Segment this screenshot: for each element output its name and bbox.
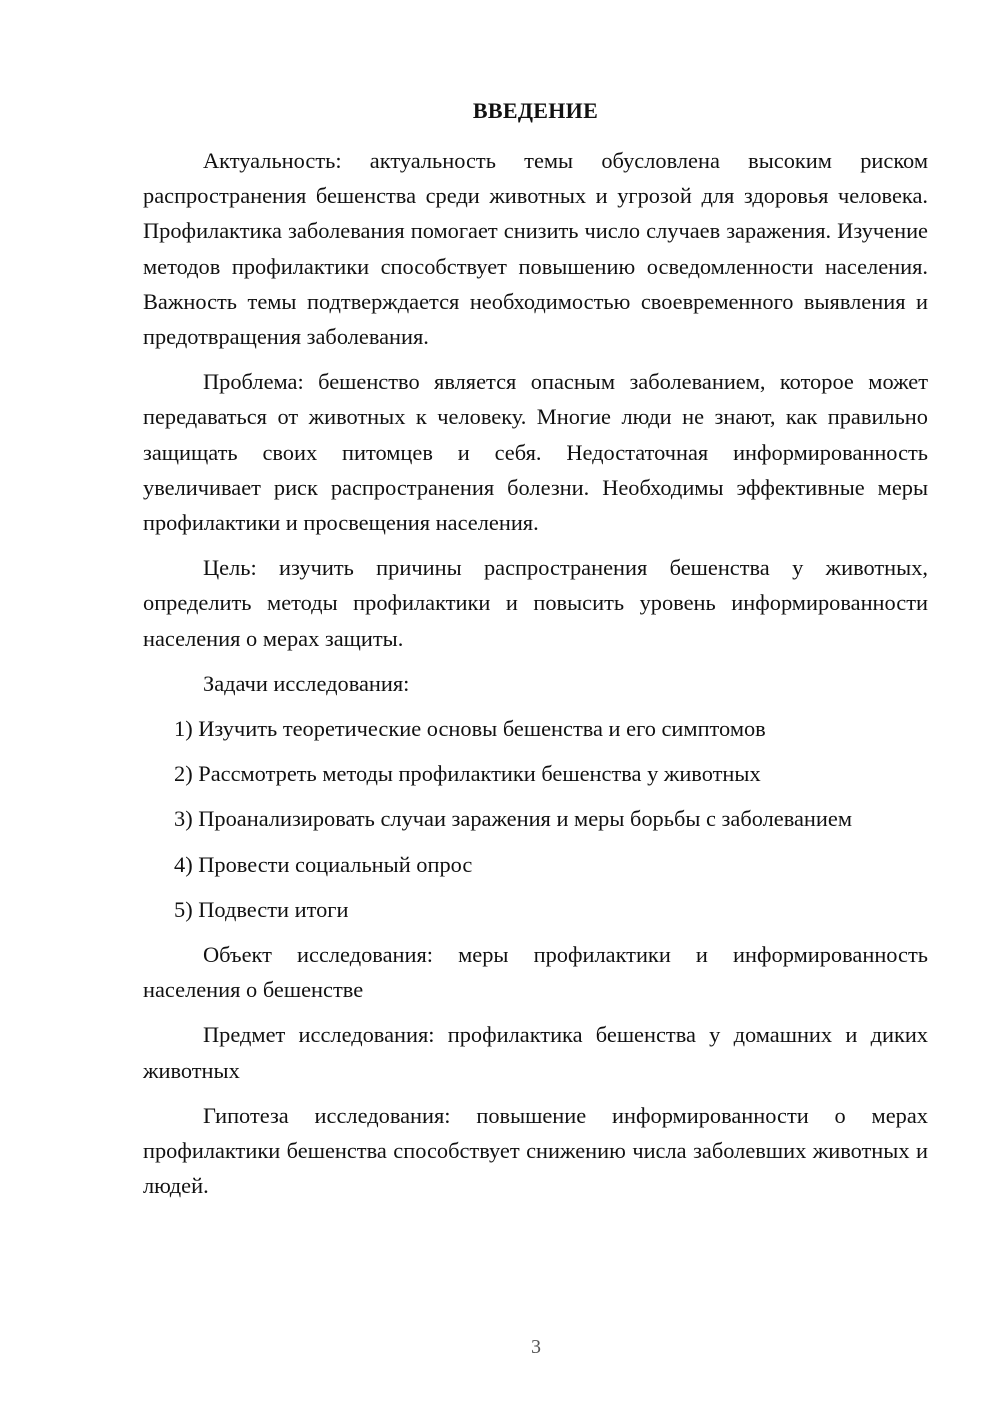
task-item-5: 5) Подвести итоги: [174, 896, 349, 922]
object-paragraph: Объект исследования: меры профилактики и информированность населения о бешенстве: [143, 942, 928, 1003]
relevance-paragraph: Актуальность: актуальность темы обусловлена высоким риском распространения бешенства среди животных и угрозой для здоровья человека. Профилактика заболевания помогает снизить число случаев заражения. Изучение методов профилактики способствует повышению осведомленности населения. Важность темы подтверждается необходимостью своевременного выявления и предотвращения заболевания.: [143, 148, 928, 350]
subject-paragraph: Предмет исследования: профилактика бешенства у домашних и диких животных: [143, 1022, 928, 1083]
document-body: [143, 143, 928, 1203]
section-title: ВВЕДЕНИЕ: [472, 98, 599, 123]
problem-paragraph: Проблема: бешенство является опасным заболеванием, которое может передаваться от животных к человеку. Многие люди не знают, как правильно защищать своих питомцев и себя. Недостаточная информированность увеличивает риск распространения болезни. Необходимы эффективные меры профилактики и просвещения населения.: [143, 369, 928, 536]
task-item-4: 4) Провести социальный опрос: [174, 851, 473, 877]
tasks-heading: Задачи исследования:: [203, 670, 410, 696]
task-item-1: 1) Изучить теоретические основы бешенства и его симптомов: [174, 716, 766, 742]
hypothesis-paragraph: Гипотеза исследования: повышение информированности о мерах профилактики бешенства способствует снижению числа заболевших животных и людей.: [143, 1102, 928, 1199]
page-number: 3: [531, 1336, 541, 1358]
goal-paragraph: Цель: изучить причины распространения бешенства у животных, определить методы профилактики и повысить уровень информированности населения о мерах защиты.: [143, 555, 928, 651]
task-item-3: 3) Проанализировать случаи заражения и меры борьбы с заболеванием: [174, 806, 853, 832]
task-item-2: 2) Рассмотреть методы профилактики бешенства у животных: [174, 761, 761, 787]
